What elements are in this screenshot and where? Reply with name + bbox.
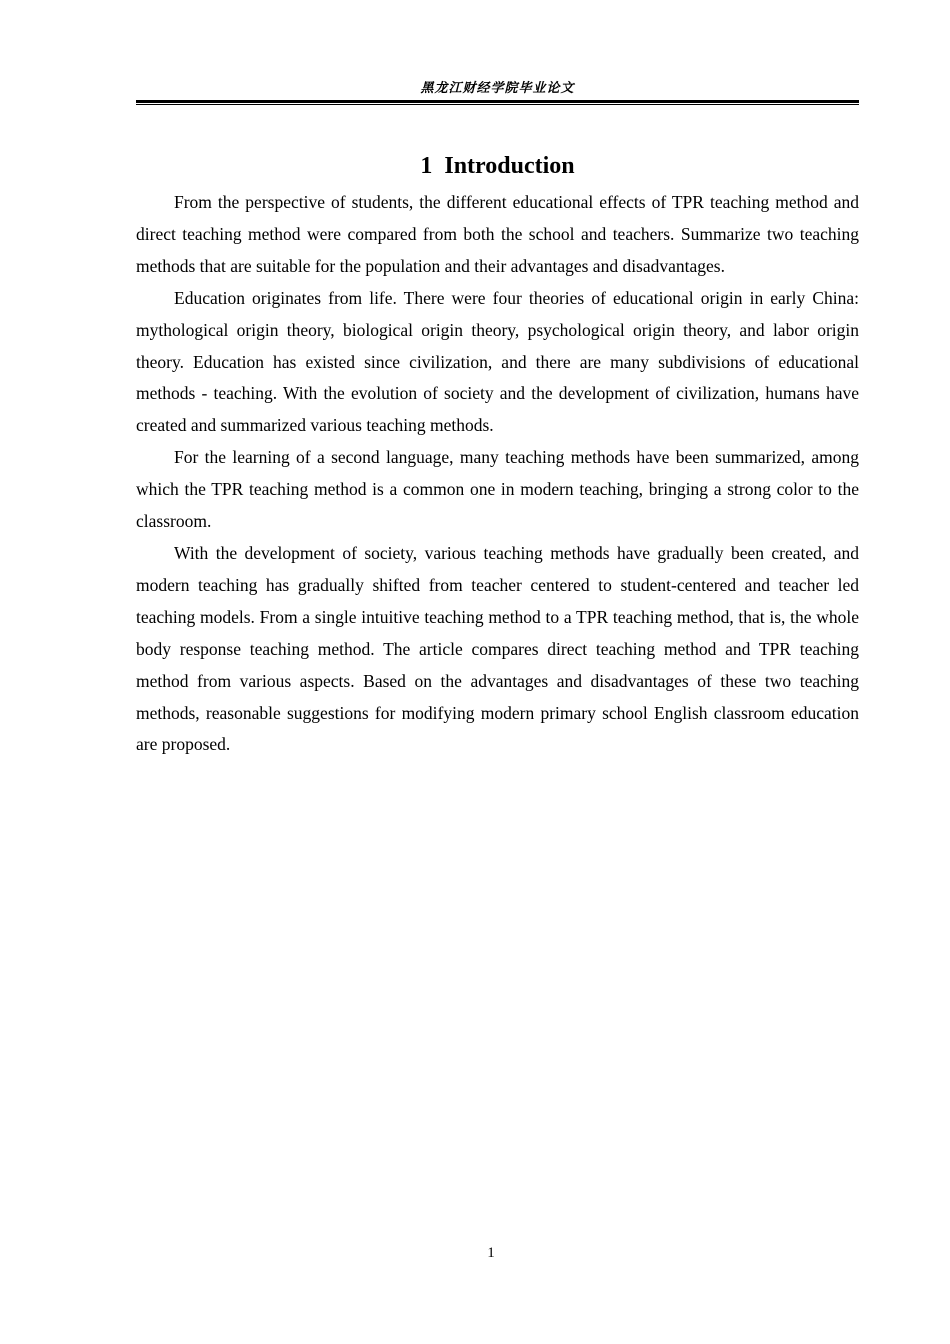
body-text (136, 187, 859, 761)
paragraph: With the development of society, various teaching methods have gradually been created, and modern teaching has gradually shifted from teacher centered to student-centered and teacher led teaching models. From a single intuitive teaching method to a TPR teaching method, that is, the whole body response teaching method. The article compares direct teaching method and TPR teaching method from various aspects. Based on the advantages and disadvantages of these two teaching methods, reasonable suggestions for modifying modern primary school English classroom education are proposed. (136, 542, 859, 755)
section-heading: 1 Introduction (420, 153, 575, 180)
header-double-rule (136, 100, 859, 105)
running-header: 黑龙江财经学院毕业论文 (420, 81, 575, 96)
paragraph: From the perspective of students, the different educational effects of TPR teaching method and direct teaching method were compared from both the school and teachers. Summarize two teaching methods that are suitable for the population and their advantages and disadvantages. (136, 192, 859, 276)
paragraph: Education originates from life. There were four theories of educational origin in early China: mythological origin theory, biological origin theory, psychological origin theory, and labor origin theory. Education has existed since civilization, and there are many subdivisions of educational methods - teaching. With the evolution of society and the development of civilization, humans have created and summarized various teaching methods. (136, 287, 859, 436)
page-number: 1 (487, 1245, 495, 1261)
paragraph: For the learning of a second language, many teaching methods have been summarized, among which the TPR teaching method is a common one in modern teaching, bringing a strong color to the classroom. (136, 447, 859, 532)
